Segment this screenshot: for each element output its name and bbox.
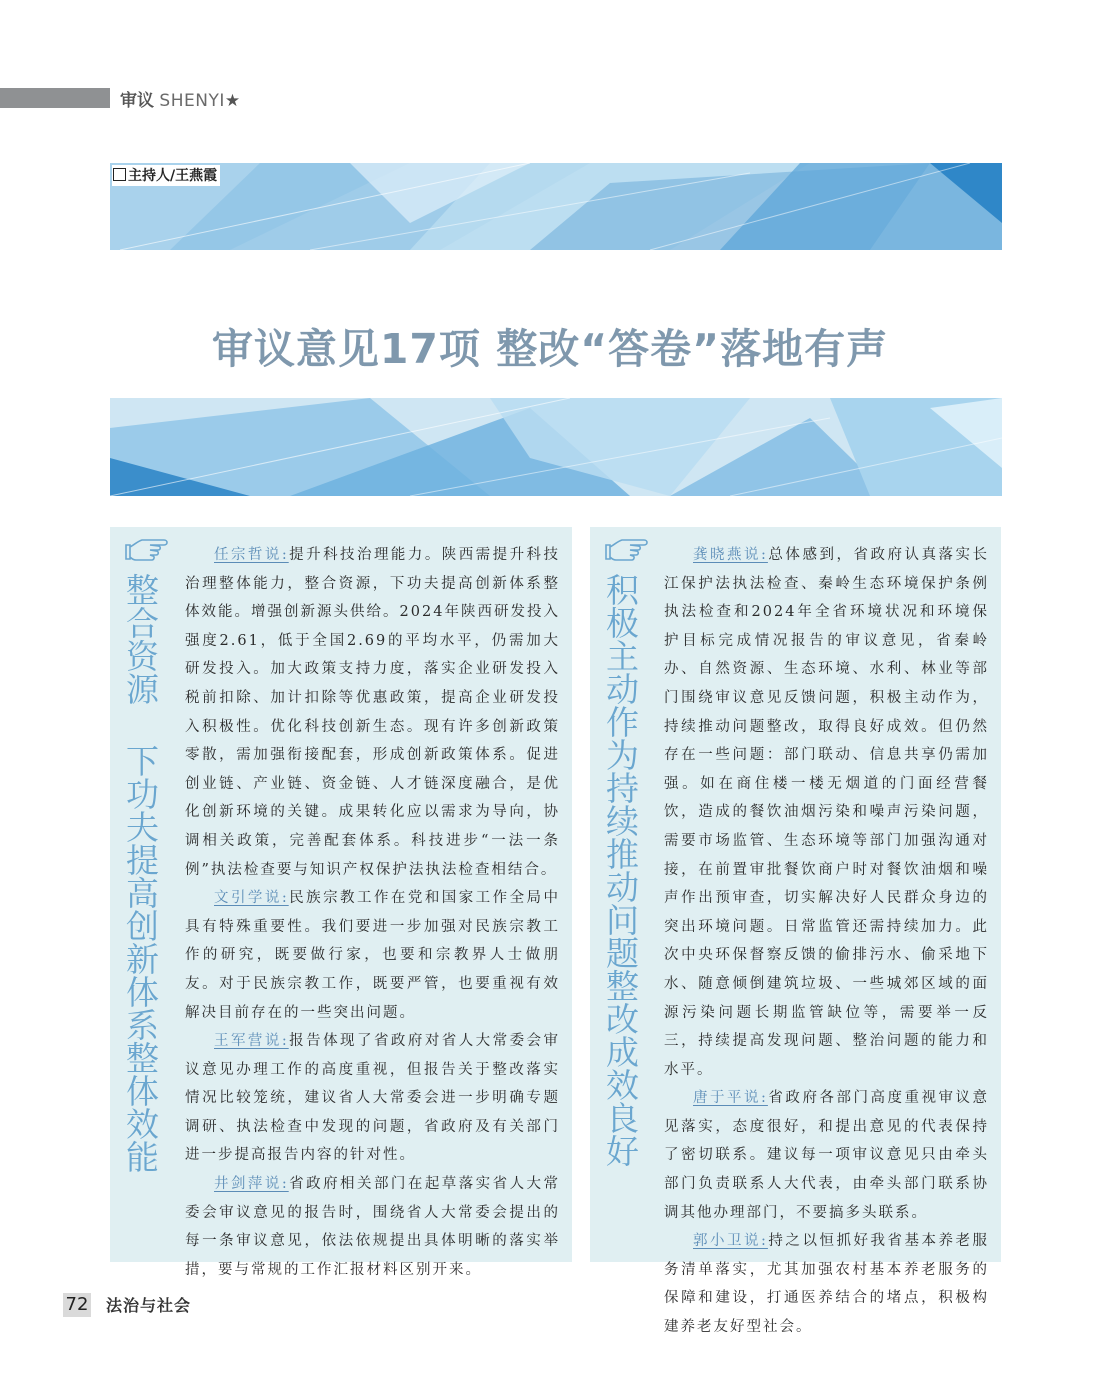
speaker-name: 王军营说: (214, 1033, 289, 1050)
speaker-name: 井剑萍说: (214, 1176, 289, 1193)
host-label (112, 165, 220, 186)
right-column-body (664, 541, 989, 1342)
pointing-hand-icon (604, 537, 652, 563)
section-bar (0, 88, 110, 108)
section-label (120, 86, 240, 111)
paragraph-text: 民族宗教工作在党和国家工作全局中具有特殊重要性。我们要进一步加强对民族宗教工作的研究，既要做行家，也要和宗教界人士做朋友。对于民族宗教工作，既要严管，也要重视有效解决目前存在的一些突出问题。 (185, 890, 561, 1021)
speaker-name: 文引学说: (214, 890, 289, 907)
speaker-name: 龚晓燕说: (693, 547, 768, 563)
paragraph-text: 报告体现了省政府对省人大常委会审议意见办理工作的高度重视，但报告关于整改落实情况比较笼统，建议省人大常委会进一步明确专题调研、执法检查中发现的问题，省政府及有关部门进一步提高报告内容的针对性。 (185, 1033, 561, 1164)
banner-bottom-art (110, 398, 1002, 496)
left-column (110, 527, 572, 1278)
paragraph (664, 1227, 989, 1341)
paragraph (185, 1027, 560, 1170)
square-icon (113, 168, 126, 181)
speaker-name: 郭小卫说: (693, 1233, 768, 1250)
speaker-name: 任宗哲说: (214, 547, 289, 563)
paragraph (664, 541, 989, 1084)
page-number: 72 (63, 1293, 91, 1317)
paragraph-text: 省政府相关部门在起草落实省人大常委会审议意见的报告时，围绕省人大常委会提出的每一条审议意见，依法依规提出具体明晰的落实举措，要与常规的工作汇报材料区别开来。 (185, 1176, 561, 1278)
pointing-hand-icon (124, 537, 172, 563)
section-name-cn: 审议 (120, 91, 154, 111)
banner-bottom (110, 398, 1002, 496)
banner-top (110, 163, 1002, 250)
banner-top-art (110, 163, 1002, 250)
section-name-en: SHENYI (159, 91, 225, 111)
paragraph-text: 省政府各部门高度重视审议意见落实，态度很好，和提出意见的代表保持了密切联系。建议每一项审议意见只由牵头部门负责联系人大代表，由牵头部门联系协调其他办理部门，不要搞多头联系。 (664, 1090, 990, 1221)
paragraph (185, 1170, 560, 1284)
paragraph-text: 提升科技治理能力。陕西需提升科技治理整体能力，整合资源，下功夫提高创新体系整体效能。增强创新源头供给。2024年陕西研发投入强度2.61，低于全国2.69的平均水平，仍需加大研发投入。加大政策支持力度，落实企业研发投入税前扣除、加计扣除等优惠政策，提高企业研发投入积极性。优化科技创新生态。现有许多创新政策零散，需加强衔接配套，形成创新政策体系。促进创业链、产业链、资金链、人才链深度融合，是优化创新环境的关键。成果转化应以需求为导向，协调相关政策，完善配套体系。科技进步“一法一条例”执法检查要与知识产权保护法执法检查相结合。 (185, 547, 561, 878)
right-column (590, 527, 1001, 1336)
left-column-heading: 整合资源 下功夫提高创新体系整体效能 (121, 573, 160, 1173)
magazine-name: 法治与社会 (106, 1296, 192, 1315)
article-title: 审议意见17项 整改“答卷”落地有声 (211, 325, 889, 373)
speaker-name: 唐于平说: (693, 1090, 768, 1107)
left-column-body (185, 541, 560, 1284)
star-icon: ★ (224, 91, 241, 111)
paragraph-text: 持之以恒抓好我省基本养老服务清单落实，尤其加强农村基本养老服务的保障和建设，打通医养结合的堵点，积极构建养老友好型社会。 (664, 1233, 990, 1336)
right-column-heading: 积极主动作为持续推动问题整改成效良好 (601, 573, 640, 1167)
paragraph (664, 1084, 989, 1227)
paragraph (185, 541, 560, 884)
host-name: 主持人/王燕霞 (128, 168, 218, 184)
paragraph (185, 884, 560, 1027)
paragraph-text: 总体感到，省政府认真落实长江保护法执法检查、秦岭生态环境保护条例执法检查和2024年全省环境状况和环境保护目标完成情况报告的审议意见，省秦岭办、自然资源、生态环境、水利、林业等部门围绕审议意见反馈问题，积极主动作为，持续推动问题整改，取得良好成效。但仍然存在一些问题：部门联动、信息共享仍需加强。如在商住楼一楼无烟道的门面经营餐饮，造成的餐饮油烟污染和噪声污染问题，需要市场监管、生态环境等部门加强沟通对接，在前置审批餐饮商户时对餐饮油烟和噪声作出预审查，切实解决好人民群众身边的突出环境问题。日常监管还需持续加力。此次中央环保督察反馈的偷排污水、偷采地下水、随意倾倒建筑垃圾、一些城郊区域的面源污染问题长期监管缺位等，需要举一反三，持续提高发现问题、整治问题的能力和水平。 (664, 547, 990, 1078)
